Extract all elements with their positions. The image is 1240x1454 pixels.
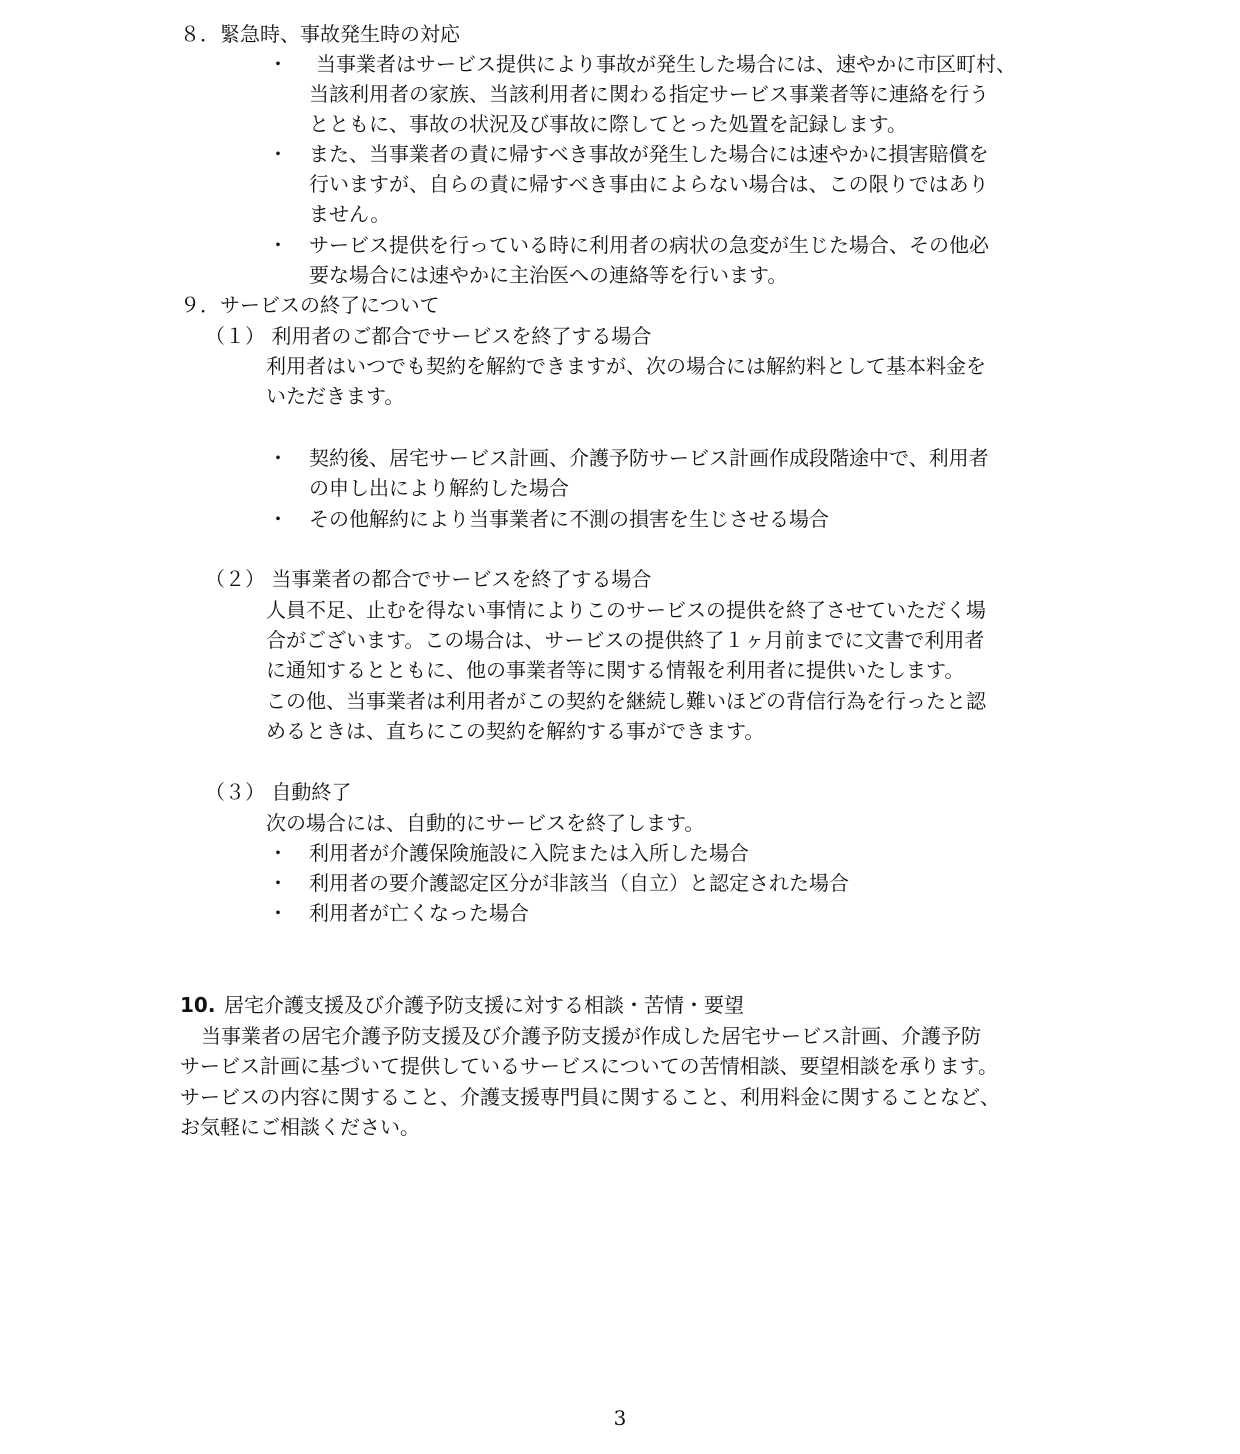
- sec9-sub3-bullet3: 利用者が亡くなった場合: [309, 901, 529, 925]
- page-number: 3: [613, 1406, 627, 1430]
- sec8-bullet3-line1: サービス提供を行っている時に利用者の病状の急変が生じた場合、その他必: [309, 233, 989, 257]
- sec9-sub2-text-line5: めるときは、直ちにこの契約を解約する事ができます。: [266, 719, 765, 743]
- sec8-bullet2-line1: また、当事業者の責に帰すべき事故が発生した場合には速やかに損害賠償を: [309, 142, 989, 166]
- sec9-sub2-text-line2: 合がございます。この場合は、サービスの提供終了１ヶ月前までに文書で利用者: [266, 628, 985, 652]
- sec8-bullet1-line2: 当該利用者の家族、当該利用者に関わる指定サービス事業者等に連絡を行う: [309, 82, 989, 106]
- bullet-mark: ・: [268, 901, 288, 925]
- sec9-sub3-bullet2: 利用者の要介護認定区分が非該当（自立）と認定された場合: [309, 871, 849, 895]
- sec10-text-line3: サービスの内容に関すること、介護支援専門員に関すること、利用料金に関することなど、: [180, 1085, 1000, 1109]
- bullet-mark: ・: [268, 871, 288, 895]
- bullet-mark: ・: [268, 446, 288, 470]
- sec9-sub2-text-line1: 人員不足、止むを得ない事情によりこのサービスの提供を終了させていただく場: [266, 598, 986, 622]
- section-8-title: ８．緊急時、事故発生時の対応: [180, 22, 460, 46]
- sec8-bullet2-line2: 行いますが、自らの責に帰すべき事由によらない場合は、この限りではあり: [309, 172, 989, 196]
- bullet-mark: ・: [268, 142, 288, 166]
- sec8-bullet3-line2: 要な場合には速やかに主治医への連絡等を行います。: [309, 263, 788, 287]
- sec10-text-line4: お気軽にご相談ください。: [180, 1115, 420, 1139]
- sec9-sub1-bullet2: その他解約により当事業者に不測の損害を生じさせる場合: [309, 507, 829, 531]
- bullet-mark: ・: [268, 52, 288, 76]
- sec9-sub1-title: （１） 利用者のご都合でサービスを終了する場合: [205, 324, 652, 348]
- sec9-sub1-bullet1-line2: の申し出により解約した場合: [309, 476, 569, 500]
- sec9-sub2-text-line3: に通知するとともに、他の事業者等に関する情報を利用者に提供いたします。: [266, 658, 965, 682]
- sec10-text-line1: 当事業者の居宅介護予防支援及び介護予防支援が作成した居宅サービス計画、介護予防: [201, 1024, 981, 1048]
- sec9-sub3-bullet1: 利用者が介護保険施設に入院または入所した場合: [309, 841, 749, 865]
- section-10-title: 居宅介護支援及び介護予防支援に対する相談・苦情・要望: [224, 993, 744, 1017]
- sec8-bullet2-line3: ません。: [309, 202, 391, 226]
- sec9-sub1-text-line1: 利用者はいつでも契約を解約できますが、次の場合には解約料として基本料金を: [266, 354, 986, 378]
- sec8-bullet1-line3: とともに、事故の状況及び事故に際してとった処置を記録します。: [309, 112, 907, 136]
- sec9-sub1-bullet1-line1: 契約後、居宅サービス計画、介護予防サービス計画作成段階途中で、利用者: [309, 446, 989, 470]
- sec9-sub1-text-line2: いただきます。: [266, 384, 405, 408]
- section-9-title: ９．サービスの終了について: [180, 293, 440, 317]
- sec8-bullet1-line1: 当事業者はサービス提供により事故が発生した場合には、速やかに市区町村、: [316, 52, 1016, 76]
- section-10-number: 10.: [180, 993, 216, 1017]
- bullet-mark: ・: [268, 841, 288, 865]
- sec9-sub2-title: （２） 当事業者の都合でサービスを終了する場合: [205, 567, 652, 591]
- bullet-mark: ・: [268, 233, 288, 257]
- sec9-sub3-text: 次の場合には、自動的にサービスを終了します。: [266, 811, 705, 835]
- sec9-sub2-text-line4: この他、当事業者は利用者がこの契約を継続し難いほどの背信行為を行ったと認: [266, 689, 986, 713]
- bullet-mark: ・: [268, 507, 288, 531]
- sec9-sub3-title: （３） 自動終了: [205, 780, 352, 804]
- sec10-text-line2: サービス計画に基づいて提供しているサービスについての苦情相談、要望相談を承ります。: [180, 1054, 998, 1078]
